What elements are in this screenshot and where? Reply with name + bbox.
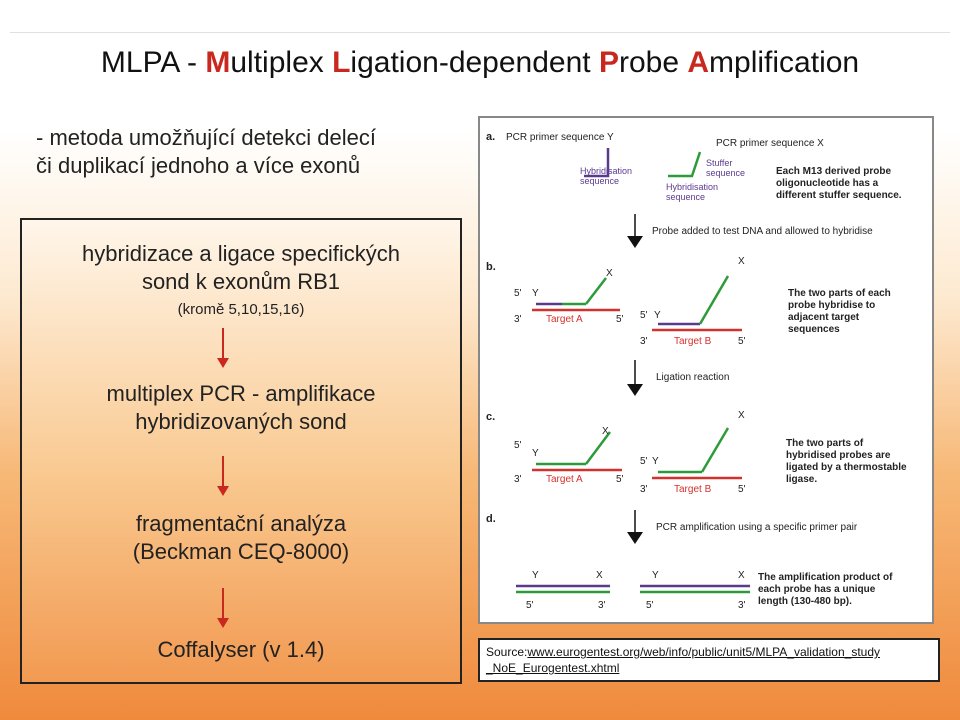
d-note-3: length (130-480 bp). bbox=[758, 596, 852, 607]
target-b-b: Target B bbox=[674, 336, 712, 347]
intro-text bbox=[36, 124, 466, 180]
target-a-b: Target A bbox=[546, 314, 583, 325]
hyb-seq-left-2: sequence bbox=[580, 176, 620, 186]
b-y-1: Y bbox=[532, 288, 539, 299]
m13-note-3: different stuffer sequence. bbox=[776, 190, 902, 201]
c-x-1: X bbox=[602, 426, 609, 437]
c-three-prime-2: 3' bbox=[640, 484, 648, 495]
panel-b-label: b. bbox=[486, 261, 496, 273]
source-link[interactable]: www.eurogentest.org/web/info/public/unit5/MLPA_validation_study bbox=[527, 645, 881, 659]
d-y-1: Y bbox=[532, 570, 539, 581]
c-y-2: Y bbox=[652, 456, 659, 467]
c-note-2: hybridised probes are bbox=[786, 450, 891, 461]
panel-d-label: d. bbox=[486, 513, 496, 525]
stuffer-1: Stuffer bbox=[706, 158, 733, 168]
arrow-down-icon bbox=[216, 588, 230, 628]
step-d-arrow-icon bbox=[627, 532, 643, 544]
panel-a-label: a. bbox=[486, 131, 496, 143]
d-x-2: X bbox=[738, 570, 745, 581]
d-note-1: The amplification product of bbox=[758, 572, 893, 583]
intro-line-2: či duplikací jednoho a více exonů bbox=[36, 153, 361, 178]
b-five-prime-4: 5' bbox=[738, 336, 746, 347]
primer-y-label: PCR primer sequence Y bbox=[506, 132, 614, 143]
hyb-seq-right-1: Hybridisation bbox=[666, 182, 719, 192]
step-pcr-line1: multiplex PCR - amplifikace bbox=[106, 381, 376, 406]
mlpa-diagram-svg bbox=[480, 118, 932, 622]
b-x-1: X bbox=[606, 268, 613, 279]
d-five-prime-1: 5' bbox=[526, 600, 534, 611]
target-b-c: Target B bbox=[674, 484, 712, 495]
workflow-box bbox=[20, 218, 462, 684]
hyb-seq-left-1: Hybridisation bbox=[580, 166, 633, 176]
step-hybridization bbox=[22, 240, 460, 324]
d-three-prime-1: 3' bbox=[598, 600, 606, 611]
step-c-arrow-icon bbox=[627, 384, 643, 396]
step-c-text: Ligation reaction bbox=[656, 372, 730, 383]
step-hybridization-note: (kromě 5,10,15,16) bbox=[177, 301, 305, 318]
step-coffalyser: Coffalyser (v 1.4) bbox=[157, 637, 325, 662]
d-five-prime-2: 5' bbox=[646, 600, 654, 611]
intro-line-1: - metoda umožňující detekci delecí bbox=[36, 125, 376, 150]
hyb-seq-right-2: sequence bbox=[666, 192, 706, 202]
step-fragment-analysis bbox=[22, 510, 460, 566]
b-five-prime-1: 5' bbox=[514, 288, 522, 299]
c-y-1: Y bbox=[532, 448, 539, 459]
b-five-prime-3: 5' bbox=[640, 310, 648, 321]
probe-right-shape bbox=[668, 152, 700, 176]
step-b-arrow-icon bbox=[627, 236, 643, 248]
mlpa-diagram bbox=[478, 116, 934, 624]
step-hybridization-line2: sond k exonům RB1 bbox=[141, 269, 341, 294]
b-x-2: X bbox=[738, 256, 745, 267]
b-five-prime-2: 5' bbox=[616, 314, 624, 325]
step-fragment-line1: fragmentační analýza bbox=[135, 511, 347, 536]
step-fragment-line2: (Beckman CEQ-8000) bbox=[132, 539, 350, 564]
m13-note-2: oligonucleotide has a bbox=[776, 178, 879, 189]
primer-x-label: PCR primer sequence X bbox=[716, 138, 824, 149]
source-line-2[interactable]: _NoE_Eurogentest.xhtml bbox=[486, 661, 620, 675]
b-three-prime-2: 3' bbox=[640, 336, 648, 347]
d-note-2: each probe has a unique bbox=[758, 584, 876, 595]
step-hybridization-line1: hybridizace a ligace specifických bbox=[82, 241, 400, 266]
d-three-prime-2: 3' bbox=[738, 600, 746, 611]
b-note-3: adjacent target bbox=[788, 312, 860, 323]
d-x-1: X bbox=[596, 570, 603, 581]
c-five-prime-2: 5' bbox=[616, 474, 624, 485]
b-y-2: Y bbox=[654, 310, 661, 321]
c-five-prime-1: 5' bbox=[514, 440, 522, 451]
c-note-1: The two parts of bbox=[786, 438, 864, 449]
m13-note-1: Each M13 derived probe bbox=[776, 166, 892, 177]
b-note-4: sequences bbox=[788, 324, 840, 335]
panel-c-label: c. bbox=[486, 411, 496, 423]
step-b-text: Probe added to test DNA and allowed to hybridise bbox=[652, 226, 873, 237]
title-text: MLPA - Multiplex Ligation-dependent Probe Amplification bbox=[100, 46, 860, 79]
arrow-down-icon bbox=[216, 328, 230, 368]
step-d-text: PCR amplification using a specific primer pair bbox=[656, 522, 858, 533]
c-five-prime-3: 5' bbox=[640, 456, 648, 467]
source-line-1: Source:www.eurogentest.org/web/info/public/unit5/MLPA_validation_study bbox=[486, 645, 881, 659]
b-three-prime-1: 3' bbox=[514, 314, 522, 325]
c-five-prime-4: 5' bbox=[738, 484, 746, 495]
c-x-2: X bbox=[738, 410, 745, 421]
c-three-prime-1: 3' bbox=[514, 474, 522, 485]
target-a-c: Target A bbox=[546, 474, 583, 485]
d-y-2: Y bbox=[652, 570, 659, 581]
c-note-4: ligase. bbox=[786, 474, 818, 485]
b-note-1: The two parts of each bbox=[788, 288, 891, 299]
b-note-2: probe hybridise to bbox=[788, 300, 876, 311]
arrow-down-icon bbox=[216, 456, 230, 496]
stuffer-2: sequence bbox=[706, 168, 746, 178]
slide-title bbox=[10, 32, 950, 93]
source-citation bbox=[478, 638, 940, 682]
step-pcr-line2: hybridizovaných sond bbox=[135, 409, 347, 434]
step-pcr bbox=[22, 380, 460, 436]
c-note-3: ligated by a thermostable bbox=[786, 462, 907, 473]
